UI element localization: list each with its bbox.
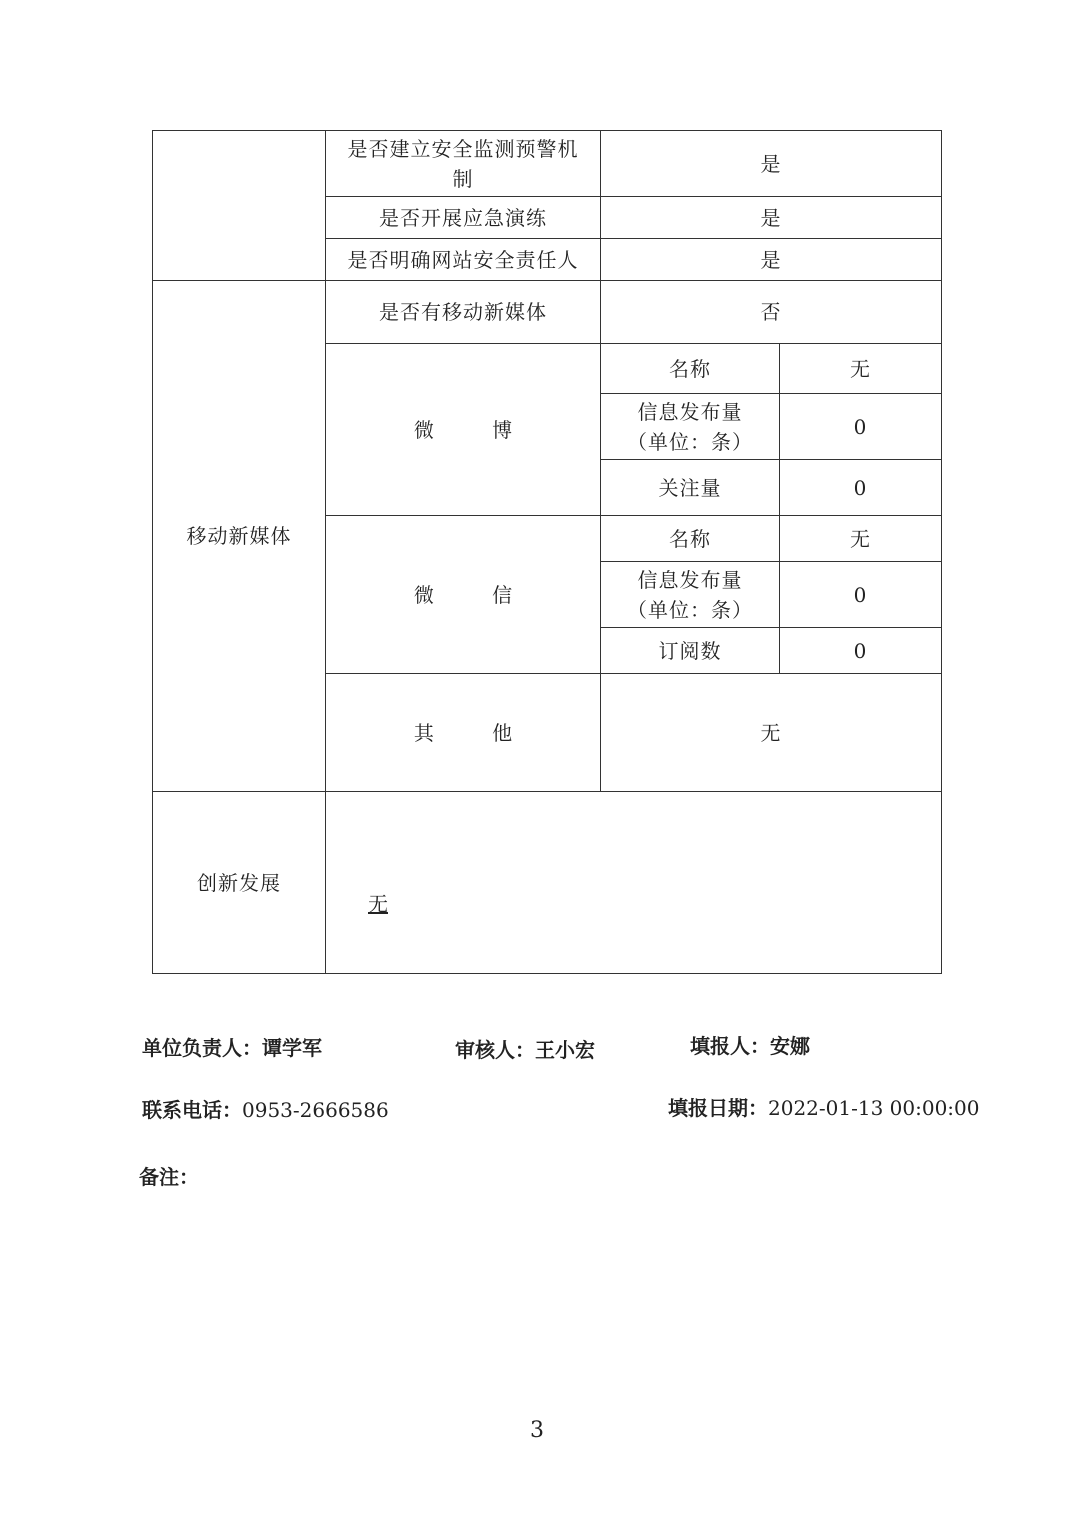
weibo-posts-label-line2: （单位：条） [627, 429, 753, 454]
responsible-value: 是 [760, 247, 782, 272]
drill-label: 是否开展应急演练 [379, 205, 547, 230]
wechat-name-value: 无 [850, 526, 871, 551]
weibo-label: 微 博 [413, 417, 539, 442]
filler-line [690, 1030, 810, 1059]
weibo-name-label: 名称 [669, 356, 711, 381]
date-value: 2022-01-13 00:00:00 [768, 1096, 980, 1120]
monitoring-label: 是否建立安全监测预警机制 [347, 136, 579, 191]
leader-line [142, 1032, 322, 1061]
other-value: 无 [760, 720, 782, 745]
drill-value: 是 [760, 205, 782, 230]
remark-label: 备注： [139, 1165, 199, 1189]
wechat-posts-value: 0 [853, 582, 868, 607]
monitoring-value: 是 [760, 151, 782, 176]
weibo-posts-label [601, 394, 779, 459]
wechat-label: 微 信 [413, 582, 539, 607]
has-mobile-value: 否 [760, 300, 782, 324]
wechat-posts-label-line1: 信息发布量 [637, 567, 743, 592]
filler-label: 填报人： [690, 1034, 770, 1058]
has-mobile-label: 是否有移动新媒体 [379, 300, 547, 324]
phone-value: 0953-2666586 [242, 1098, 389, 1122]
wechat-subscribers-value: 0 [853, 638, 868, 663]
weibo-name-value: 无 [850, 356, 871, 381]
mobile-section-label: 移动新媒体 [186, 524, 292, 548]
weibo-posts-label-line1: 信息发布量 [637, 399, 743, 424]
innovation-label: 创新发展 [197, 870, 281, 895]
wechat-posts-label-line2: （单位：条） [627, 597, 753, 622]
wechat-name-label: 名称 [669, 526, 711, 551]
phone-label: 联系电话： [142, 1098, 242, 1122]
page-number: 3 [530, 1418, 544, 1443]
date-label: 填报日期： [668, 1096, 768, 1120]
weibo-followers-label: 关注量 [658, 475, 722, 500]
leader-value: 谭学军 [262, 1036, 322, 1060]
reviewer-label: 审核人： [455, 1038, 535, 1062]
innovation-value: 无 [368, 892, 388, 916]
filler-value: 安娜 [770, 1034, 810, 1058]
table-border-bottom [152, 973, 942, 974]
weibo-posts-value: 0 [853, 414, 868, 439]
date-line [668, 1092, 980, 1121]
responsible-label: 是否明确网站安全责任人 [347, 247, 579, 272]
wechat-subscribers-label: 订阅数 [658, 638, 722, 663]
reviewer-line [455, 1034, 595, 1063]
phone-line [142, 1094, 389, 1123]
other-label: 其 他 [413, 720, 539, 745]
wechat-posts-label [601, 562, 779, 627]
table-border-right [941, 130, 942, 974]
leader-label: 单位负责人： [142, 1036, 262, 1060]
weibo-followers-value: 0 [853, 475, 868, 500]
reviewer-value: 王小宏 [535, 1038, 595, 1062]
